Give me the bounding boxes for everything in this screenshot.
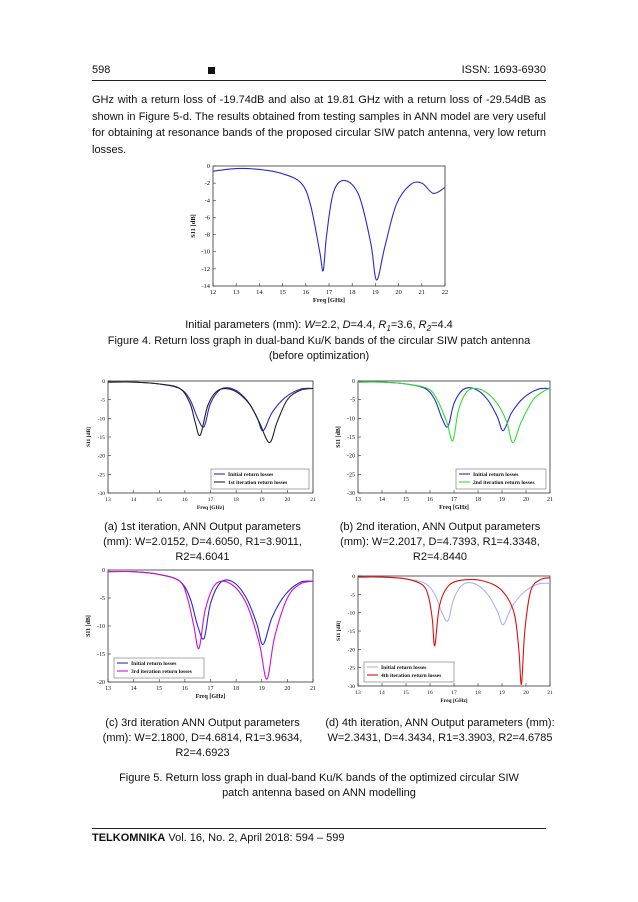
param-name: D xyxy=(342,319,351,331)
x-tick-label: 19 xyxy=(499,497,505,503)
y-tick-label: 0 xyxy=(102,379,105,385)
y-tick-label: -10 xyxy=(97,624,105,630)
x-tick-label: 17 xyxy=(451,497,457,503)
page-header xyxy=(92,64,546,80)
x-tick-label: 13 xyxy=(105,686,111,692)
y-axis-label: S11 [dB] xyxy=(336,620,342,642)
y-tick-label: -8 xyxy=(204,231,210,239)
x-axis-label: Freq [GHz] xyxy=(195,694,226,700)
param-name: $R_2$ xyxy=(418,319,432,334)
figure5b-caption: (b) 2nd iteration, ANN Output parameters (mm): W=2.2017, D=4.7393, R1=4.3348, R2=4.8440 xyxy=(339,521,541,563)
param-value: =2.2, xyxy=(314,319,343,331)
y-tick-label: -30 xyxy=(347,684,355,690)
x-tick-label: 20 xyxy=(523,497,529,503)
x-axis-label: Freq [GHz] xyxy=(196,505,225,511)
issn-label: ISSN: 1693-6930 xyxy=(461,64,546,76)
legend-label: Initial return losses xyxy=(228,472,274,478)
x-tick-label: 14 xyxy=(379,497,385,503)
y-tick-label: -30 xyxy=(347,491,355,497)
legend-label: Initial return losses xyxy=(131,661,177,667)
param-value: =3.6, xyxy=(390,319,419,331)
legend-label: Initial return losses xyxy=(381,665,427,671)
legend-label: 2nd iteration return losses xyxy=(473,480,535,486)
x-tick-label: 14 xyxy=(130,497,137,503)
x-tick-label: 13 xyxy=(105,497,111,503)
y-tick-label: -5 xyxy=(350,397,355,404)
x-tick-label: 19 xyxy=(258,686,265,692)
x-tick-label: 14 xyxy=(256,289,263,296)
param-value: =4.4 xyxy=(431,319,453,331)
x-tick-label: 17 xyxy=(207,686,214,692)
figure4-chart xyxy=(185,158,455,313)
x-tick-label: 17 xyxy=(207,497,214,503)
x-tick-label: 21 xyxy=(547,497,553,503)
x-tick-label: 16 xyxy=(427,690,433,696)
param-subscript: 2 xyxy=(426,324,432,334)
x-tick-label: 17 xyxy=(451,690,457,696)
figure5d-caption: (d) 4th iteration, ANN Output parameters (mm): W=2.3431, D=4.3434, R1=3.3903, R2=4.6785 xyxy=(325,717,555,744)
y-tick-label: -25 xyxy=(97,472,105,479)
param-name: $R_1$ xyxy=(378,319,391,334)
y-axis-label: S11 [dB] xyxy=(86,426,92,448)
param-name: W xyxy=(304,319,315,331)
x-tick-label: 13 xyxy=(232,289,240,296)
y-tick-label: -15 xyxy=(97,652,105,658)
square-bullet-icon xyxy=(208,67,215,74)
y-tick-label: 0 xyxy=(206,163,210,170)
y-tick-label: -10 xyxy=(347,416,355,423)
x-tick-label: 18 xyxy=(233,686,240,692)
y-tick-label: -30 xyxy=(97,491,105,497)
x-tick-label: 18 xyxy=(233,497,239,503)
x-tick-label: 13 xyxy=(355,497,361,503)
x-tick-label: 15 xyxy=(156,686,163,692)
y-tick-label: -15 xyxy=(97,435,105,441)
figure5c-chart xyxy=(80,565,320,705)
y-tick-label: -15 xyxy=(347,629,355,635)
x-tick-label: 14 xyxy=(130,686,137,692)
x-tick-label: 20 xyxy=(523,690,529,696)
body-paragraph: GHz with a return loss of -19.74dB and also at 19.81 GHz with a return loss of -29.54dB as shown in Figure 5-d. The results obtained from testing samples in ANN model are very useful for obtaining at resonance bands of the proposed circular SIW patch antenna, very low return losses. xyxy=(92,94,546,156)
x-tick-label: 20 xyxy=(395,289,402,296)
page-footer xyxy=(92,832,345,844)
x-tick-label: 16 xyxy=(302,289,310,296)
y-tick-label: -20 xyxy=(347,647,355,654)
x-tick-label: 19 xyxy=(499,690,505,696)
x-tick-label: 22 xyxy=(441,289,449,296)
y-tick-label: -15 xyxy=(347,435,355,441)
y-tick-label: -10 xyxy=(201,248,210,256)
param-value: =4.4, xyxy=(350,319,379,331)
x-tick-label: 17 xyxy=(325,289,333,296)
y-tick-label: -20 xyxy=(97,453,105,460)
x-axis-label: Freq [GHz] xyxy=(439,505,469,511)
figure4-params-prefix: Initial parameters (mm): xyxy=(185,319,305,331)
footer-journal: TELKOMNIKA xyxy=(92,832,166,844)
legend-label: 1st iteration return losses xyxy=(228,480,288,486)
x-tick-label: 16 xyxy=(427,497,433,503)
param-subscript: 1 xyxy=(386,324,391,334)
x-tick-label: 21 xyxy=(310,686,316,692)
y-tick-label: -5 xyxy=(350,592,355,599)
y-tick-label: -25 xyxy=(347,472,355,479)
x-tick-label: 15 xyxy=(403,497,409,503)
x-tick-label: 21 xyxy=(547,690,553,696)
y-axis-label: S11 [dB] xyxy=(86,615,92,637)
y-tick-label: -10 xyxy=(97,416,105,423)
x-tick-label: 19 xyxy=(259,497,265,503)
footer-rule xyxy=(92,828,546,829)
legend xyxy=(364,662,454,682)
y-tick-label: -25 xyxy=(347,665,355,672)
y-tick-label: 0 xyxy=(102,568,105,574)
x-tick-label: 12 xyxy=(209,289,217,296)
figure5c-caption: (c) 3rd iteration ANN Output parameters (mm): W=2.1800, D=4.6814, R1=3.9634, R2=4.6923 xyxy=(102,717,303,759)
figure4-params-values xyxy=(304,319,453,334)
x-tick-label: 19 xyxy=(372,289,379,296)
y-axis-label: S11 [dB] xyxy=(190,214,197,238)
figure5a-chart xyxy=(80,373,320,513)
y-tick-label: -5 xyxy=(100,596,105,602)
legend-label: 4th iteration return losses xyxy=(381,673,442,679)
x-tick-label: 16 xyxy=(181,686,188,692)
figure5b-chart xyxy=(330,373,555,513)
header-rule xyxy=(92,80,546,81)
x-tick-label: 15 xyxy=(279,289,286,296)
y-tick-label: 0 xyxy=(352,574,355,580)
page-number: 598 xyxy=(92,64,111,76)
y-tick-label: -14 xyxy=(201,283,210,290)
x-axis-label: Freq [GHz] xyxy=(440,698,468,704)
y-tick-label: -5 xyxy=(100,397,105,404)
x-tick-label: 21 xyxy=(418,289,426,296)
x-tick-label: 18 xyxy=(475,690,481,696)
x-tick-label: 20 xyxy=(284,497,291,503)
x-tick-label: 20 xyxy=(284,686,291,692)
footer-details: Vol. 16, No. 2, April 2018: 594 – 599 xyxy=(165,832,345,844)
y-tick-label: -6 xyxy=(204,214,210,222)
x-tick-label: 15 xyxy=(403,690,409,696)
y-tick-label: -2 xyxy=(204,180,210,188)
figure5-caption: Figure 5. Return loss graph in dual-band Ku/K bands of the optimized circular SIW patch antenna based on ANN modelling xyxy=(119,772,519,799)
plot-frame xyxy=(213,166,445,286)
y-tick-label: -12 xyxy=(201,265,210,273)
y-tick-label: -10 xyxy=(347,610,355,617)
x-tick-label: 18 xyxy=(475,497,481,503)
y-tick-label: -20 xyxy=(97,680,105,686)
x-tick-label: 14 xyxy=(379,690,385,696)
x-tick-label: 15 xyxy=(156,497,162,503)
x-tick-label: 16 xyxy=(182,497,188,503)
figure4-caption: Figure 4. Return loss graph in dual-band Ku/K bands of the circular SIW patch antenna (before optimization) xyxy=(107,335,531,362)
x-tick-label: 21 xyxy=(310,497,316,503)
legend-label: Initial return losses xyxy=(473,472,519,478)
figure5d-chart xyxy=(330,568,555,703)
y-tick-label: -20 xyxy=(347,453,355,460)
y-tick-label: 0 xyxy=(352,379,355,385)
x-axis-label: Freq [GHz] xyxy=(312,297,346,304)
legend xyxy=(114,658,204,678)
legend xyxy=(211,469,309,489)
y-axis-label: S11 [dB] xyxy=(336,426,342,448)
x-tick-label: 13 xyxy=(355,690,361,696)
legend xyxy=(456,469,546,489)
figure5a-caption: (a) 1st iteration, ANN Output parameters (mm): W=2.0152, D=4.6050, R1=3.9011, R2=4.6041 xyxy=(103,521,302,563)
x-tick-label: 18 xyxy=(348,289,356,296)
y-tick-label: -4 xyxy=(204,197,210,205)
legend-label: 3rd iteration return losses xyxy=(131,669,192,675)
